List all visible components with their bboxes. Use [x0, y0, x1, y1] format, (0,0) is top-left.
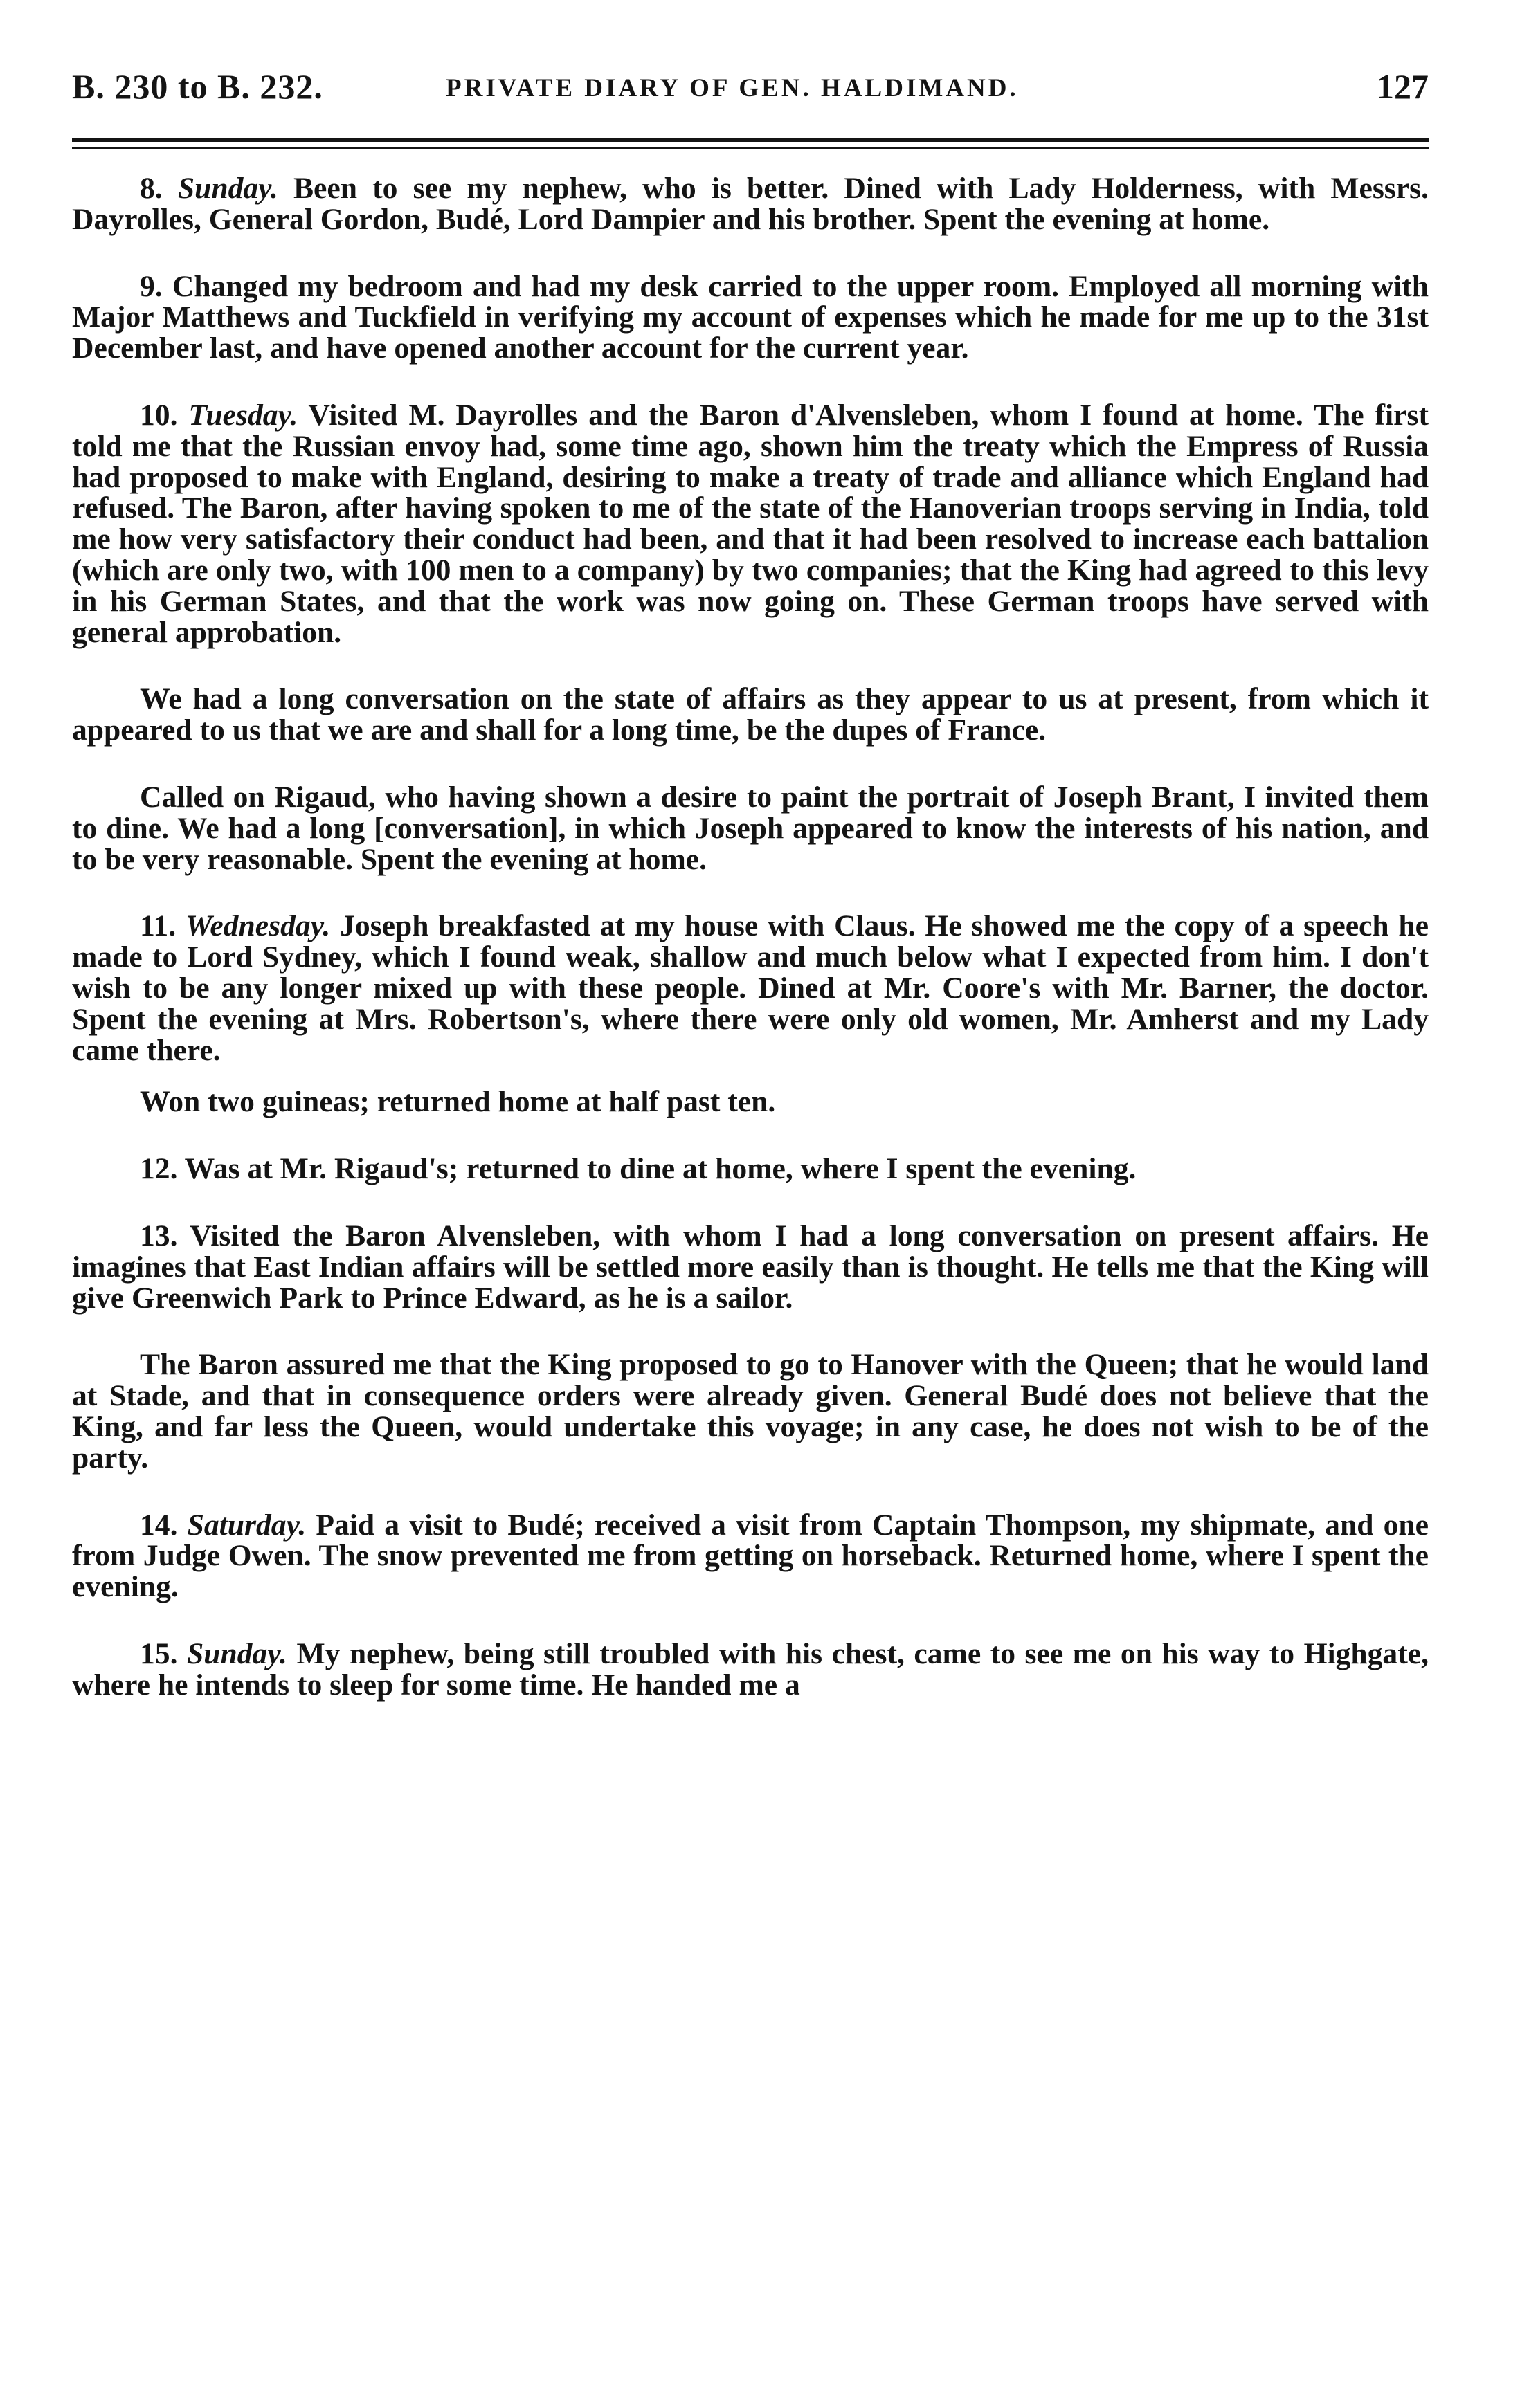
entry-text: Paid a visit to Budé; received a visit from Captain Thompson, my shipmate, and one from Judge Owen. The snow prevented me from getting on horseback. Returned home, where I spent the evening.	[72, 1508, 1429, 1604]
entry-day: Sunday.	[177, 172, 278, 205]
entry-number: 12.	[140, 1152, 178, 1186]
diary-entry	[72, 271, 1429, 364]
diary-entry	[72, 173, 1429, 235]
entry-text: My nephew, being still troubled with his chest, came to see me on his way to Highgate, where he intends to sleep for some time. He handed me a	[72, 1636, 1429, 1702]
entry-text: Been to see my nephew, who is better. Dined with Lady Holderness, with Messrs. Dayrolles, General Gordon, Budé, Lord Dampier and his brother. Spent the evening at home.	[72, 172, 1429, 236]
diary-paragraph	[72, 1086, 1429, 1118]
entry-number: 13.	[140, 1219, 178, 1252]
entry-text: Visited the Baron Alvensleben, with whom I had a long conversation on present affairs. He imagines that East Indian affairs will be settled more easily than is thought. He tells me that the King will give Greenwich Park to Prince Edward, as he is a sailor.	[72, 1219, 1429, 1315]
entry-text: Won two guineas; returned home at half past ten.	[140, 1085, 776, 1119]
entry-text: We had a long conversation on the state of affairs as they appear to us at present, from which it appeared to us that we are and shall for a long time, be the dupes of France.	[72, 682, 1429, 747]
entry-day: Tuesday.	[188, 398, 298, 432]
entry-number: 15.	[140, 1636, 178, 1670]
entry-text: Visited M. Dayrolles and the Baron d'Alvensleben, whom I found at home. The first told me that the Russian envoy had, some time ago, shown him the treaty which the Empress of Russia had proposed to make with England, desiring to make a treaty of trade and alliance which England had refused. The Baron, after having spoken to me of the state of the Hanoverian troops serving in India, told me how very satisfactory their conduct had been, and that it had been resolved to increase each battalion (which are only two, with 100 men to a company) by two companies; that the King had agreed to this levy in his German States, and that the work was now going on. These German troops have served with general approbation.	[72, 398, 1429, 649]
entry-text: The Baron assured me that the King proposed to go to Hanover with the Queen; that he would land at Stade, and that in consequence orders were already given. General Budé does not believe that the King, and far less the Queen, would undertake this voyage; in any case, he does not wish to be of the party.	[72, 1348, 1429, 1475]
diary-entry	[72, 911, 1429, 1066]
header-rule-thin	[72, 147, 1429, 149]
entry-text: Was at Mr. Rigaud's; returned to dine at home, where I spent the evening.	[184, 1152, 1137, 1186]
document-page	[72, 0, 1429, 2408]
entry-number: 9.	[140, 269, 163, 303]
page-number: 127	[1377, 67, 1429, 106]
diary-entry	[72, 1153, 1429, 1185]
diary-entry	[72, 1636, 1429, 1702]
entry-number: 8.	[140, 172, 163, 205]
diary-body	[72, 173, 1429, 1700]
diary-entry	[72, 1221, 1429, 1313]
entry-number: 14.	[140, 1508, 178, 1542]
entry-text: Called on Rigaud, who having shown a desire to paint the portrait of Joseph Brant, I invited them to dine. We had a long [conversation], in which Joseph appeared to know the interests of his nation, and to be very reasonable. Spent the evening at home.	[72, 780, 1429, 876]
diary-entry	[72, 1510, 1429, 1603]
entry-number: 11.	[140, 909, 177, 943]
entry-day: Sunday.	[187, 1636, 287, 1670]
entry-number: 10.	[140, 398, 178, 432]
diary-entry	[72, 400, 1429, 648]
header-rule-thick	[72, 138, 1429, 142]
entry-day: Wednesday.	[185, 909, 331, 943]
diary-paragraph	[72, 1349, 1429, 1473]
diary-paragraph	[72, 684, 1429, 746]
document-reference: B. 230 to B. 232.	[72, 67, 323, 106]
running-title: PRIVATE DIARY OF GEN. HALDIMAND.	[446, 74, 1019, 102]
running-head	[72, 66, 1429, 115]
entry-day: Saturday.	[187, 1508, 307, 1542]
entry-text: Joseph breakfasted at my house with Claus. He showed me the copy of a speech he made to Lord Sydney, which I found weak, shallow and much below what I expected from him. I don't wish to be any longer mixed up with these people. Dined at Mr. Coore's with Mr. Barner, the doctor. Spent the evening at Mrs. Robertson's, where there were only old women, Mr. Amherst and my Lady came there.	[72, 909, 1429, 1067]
entry-text: Changed my bedroom and had my desk carried to the upper room. Employed all morning with Major Matthews and Tuckfield in verifying my account of expenses which he made for me up to the 31st December last, and have opened another account for the current year.	[72, 269, 1429, 365]
diary-paragraph	[72, 782, 1429, 875]
